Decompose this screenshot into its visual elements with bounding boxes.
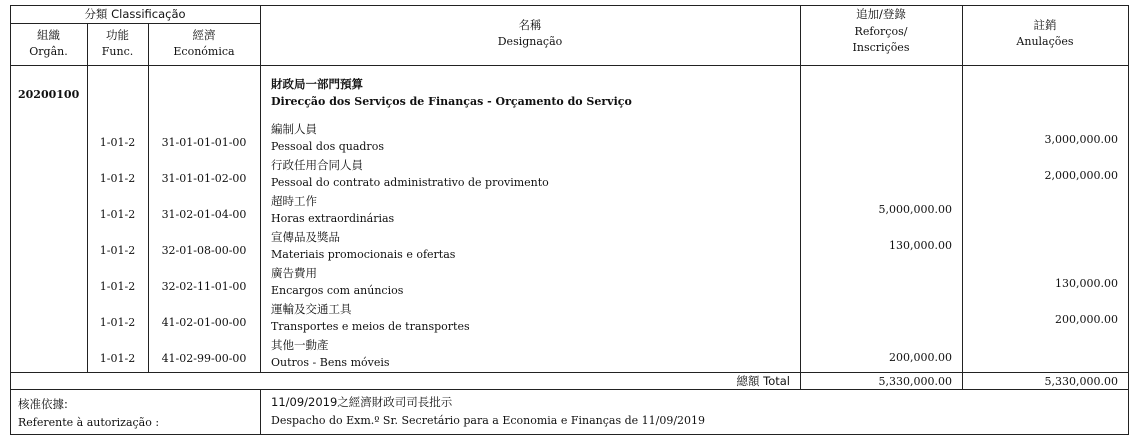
header-func-pt: Func. [101,45,134,58]
row-econ: 41-02-01-00-00 [161,316,247,329]
row-func: 1-01-2 [99,316,136,329]
row-anulacoes: 2,000,000.00 [1044,169,1118,182]
total-anulacoes: 5,330,000.00 [1044,375,1118,388]
row-name-pt: Pessoal dos quadros [271,140,384,153]
row-func: 1-01-2 [99,136,136,149]
row-econ: 31-02-01-04-00 [161,208,247,221]
table-row [10,265,1129,301]
row-name-pt: Outros - Bens móveis [271,356,390,369]
header-designation-zh: 名稱 [518,18,542,32]
row-anulacoes: 200,000.00 [1055,313,1118,326]
table-row [10,337,1129,373]
footer-text-pt: Despacho do Exm.º Sr. Secretário para a Economia e Finanças de 11/09/2019 [271,414,706,427]
header-organ-zh: 組織 [37,28,60,42]
table-row [10,301,1129,337]
total-label: 總額 Total [736,374,790,388]
row-name-zh: 編制人員 [271,122,317,136]
row-name-zh: 行政任用合同人員 [271,158,363,172]
header-reforcos-zh: 追加/登錄 [856,7,906,21]
header-func-zh: 功能 [106,28,129,42]
header-classification: 分類 Classificação [84,7,186,21]
row-econ: 32-01-08-00-00 [161,244,247,257]
row-name-pt: Transportes e meios de transportes [271,320,470,333]
organ-name-zh: 財政局一部門預算 [271,77,363,91]
row-econ: 31-01-01-02-00 [161,172,247,185]
header-reforcos-pt1: Reforços/ [854,25,908,38]
rule-bottom [10,434,1129,435]
organ-name-pt: Direcção dos Serviços de Finanças - Orçamento do Serviço [271,95,632,108]
row-func: 1-01-2 [99,352,136,365]
organ-code: 20200100 [18,88,80,101]
table-row [10,121,1129,157]
row-func: 1-01-2 [99,244,136,257]
row-name-pt: Pessoal do contrato administrativo de provimento [271,176,549,189]
row-name-zh: 宣傳品及獎品 [271,230,340,244]
header-anulacoes-zh: 註銷 [1033,18,1057,32]
row-name-pt: Materiais promocionais e ofertas [271,248,456,261]
total-reforcos: 5,330,000.00 [878,375,952,388]
row-name-zh: 運輸及交通工具 [271,302,352,316]
footer-text-zh: 11/09/2019之經濟財政司司長批示 [271,395,453,409]
row-func: 1-01-2 [99,280,136,293]
row-func: 1-01-2 [99,208,136,221]
header-designation-pt: Designação [497,35,563,48]
row-anulacoes: 130,000.00 [1055,277,1118,290]
row-reforcos: 130,000.00 [889,239,952,252]
row-anulacoes: 3,000,000.00 [1044,133,1118,146]
table-row [10,229,1129,265]
row-name-zh: 廣告費用 [271,266,317,280]
footer-label-pt: Referente à autorização : [18,416,160,429]
header-econ-zh: 經濟 [192,28,216,42]
table-row [10,193,1129,229]
header-econ-pt: Económica [173,45,235,58]
header-organ-pt: Orgân. [29,45,68,58]
rule-econ-footer [260,389,261,435]
row-name-zh: 超時工作 [271,194,317,208]
row-func: 1-01-2 [99,172,136,185]
row-econ: 32-02-11-01-00 [161,280,247,293]
rule-classification [10,23,260,24]
header-anulacoes-pt: Anulações [1016,35,1074,48]
header-reforcos-pt2: Inscrições [852,41,910,54]
budget-table [10,5,1129,435]
footer-label-zh: 核准依據: [18,397,68,411]
row-name-zh: 其他一動產 [271,338,329,352]
row-name-pt: Horas extraordinárias [271,212,395,225]
row-econ: 31-01-01-01-00 [161,136,247,149]
row-reforcos: 200,000.00 [889,351,952,364]
row-econ: 41-02-99-00-00 [161,352,247,365]
row-name-pt: Encargos com anúncios [271,284,404,297]
table-row [10,157,1129,193]
row-reforcos: 5,000,000.00 [878,203,952,216]
